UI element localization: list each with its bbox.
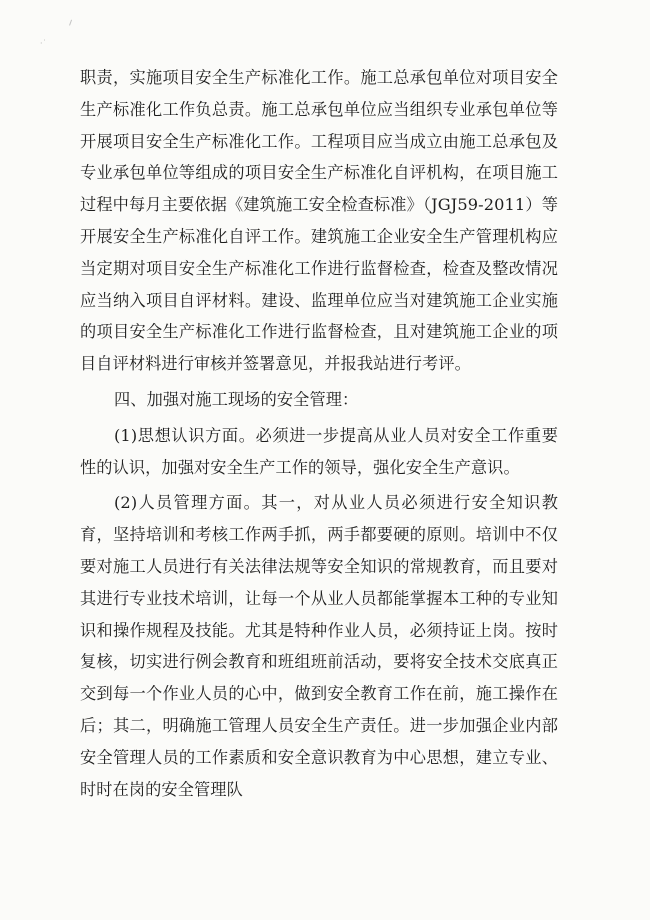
paragraph-continued-text: 职责，实施项目安全生产标准化工作。施工总承包单位对项目安全生产标准化工作负总责。施工总承包单位应当组织专业承包单位等开展项目安全生产标准化工作。工程项目应当成立由施工总承包及专业承包单位等组成的项目安全生产标准化自评机构，在项目施工过程中每月主要依据《建筑施工安全检查标准》（JGJ59-2011）等开展安全生产标准化自评工作。建筑施工企业安全生产管理机构应当定期对项目安全生产标准化工作进行监督检查，检查及整改情况应当纳入项目自评材料。建设、监理单位应当对建筑施工企业实施的项目安全生产标准化工作进行监督检查，且对建筑施工企业的项目自评材料进行审核并签署意见，并报我站进行考评。 bbox=[80, 68, 558, 374]
scan-mark bbox=[69, 20, 74, 27]
paragraph-personnel-management: (2)人员管理方面。其一，对从业人员必须进行安全知识教育，坚持培训和考核工作两手抓，两手都要硬的原则。培训中不仅要对施工人员进行有关法律法规等安全知识的常规教育，而且要对其进行专业技术培训，让每一个从业人员都能掌握本工种的专业知识和操作规程及技能。尤其是特种作业人员，必须持证上岗。按时复核，切实进行例会教育和班组班前活动，要将安全技术交底真正交到每一个作业人员的心中，做到安全教育工作在前，施工操作在后；其二，明确施工管理人员安全生产责任。进一步加强企业内部安全管理人员的工作素质和安全意识教育为中心思想，建立专业、时时在岗的安全管理队 bbox=[80, 493, 558, 799]
paragraph-ideology-awareness: (1)思想认识方面。必须进一步提高从业人员对安全工作重要性的认识，加强对安全生产工作的领导，强化安全生产意识。 bbox=[80, 425, 558, 477]
scan-speck: ·˙ bbox=[40, 39, 47, 48]
document-body bbox=[80, 62, 558, 805]
section-heading-four: 四、加强对施工现场的安全管理： bbox=[114, 389, 359, 409]
